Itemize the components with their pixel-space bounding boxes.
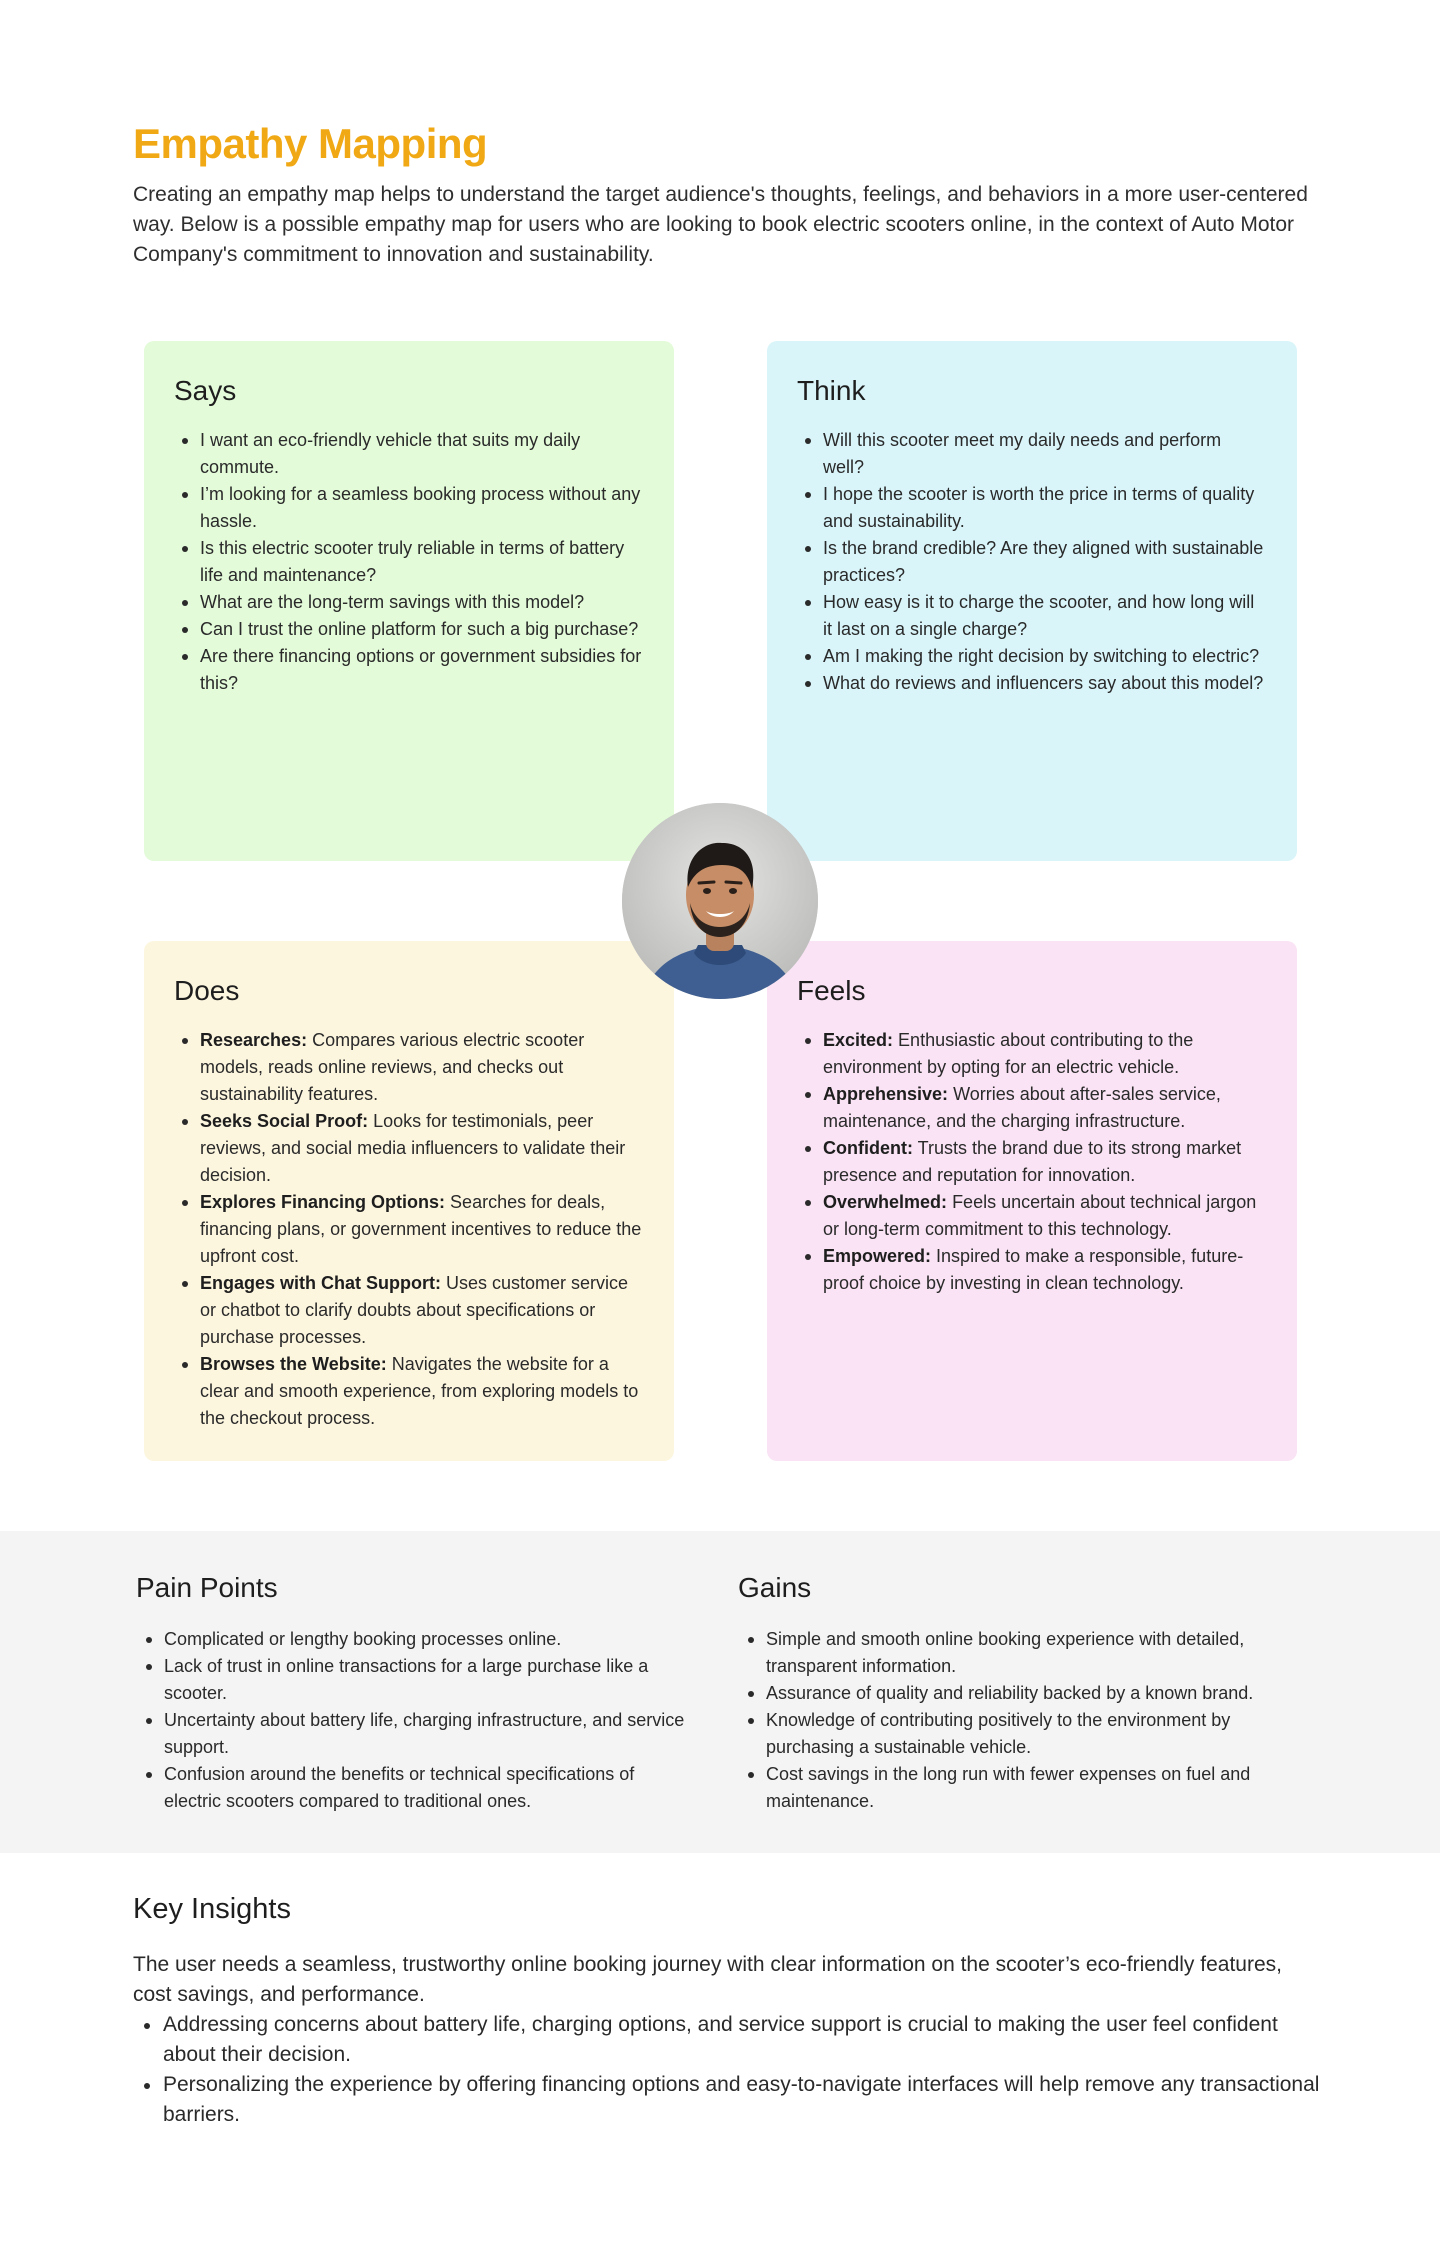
key-insights-section — [133, 1893, 1323, 2130]
does-list — [174, 1027, 644, 1432]
feels-list — [797, 1027, 1267, 1297]
think-list — [797, 427, 1267, 697]
think-quadrant — [767, 341, 1297, 861]
list-item: Are there financing options or government subsidies for this? — [200, 643, 644, 697]
gains-list — [738, 1626, 1298, 1815]
list-item: Uncertainty about battery life, charging infrastructure, and service support. — [164, 1707, 696, 1761]
person-photo-icon — [622, 803, 818, 999]
intro-paragraph: Creating an empathy map helps to understand the target audience's thoughts, feelings, and behaviors in a more user-centered way. Below is a possible empathy map for users who are looking to book electric scooters online, in the context of Auto Motor Company's commitment to innovation and sustainability. — [133, 183, 1308, 266]
list-item: How easy is it to charge the scooter, and how long will it last on a single charge? — [823, 589, 1267, 643]
list-item — [823, 1135, 1267, 1189]
list-item — [823, 1027, 1267, 1081]
item-text: Worries about after-sales service, maintenance, and the charging infrastructure. — [823, 1084, 1221, 1131]
list-item — [823, 1243, 1267, 1297]
gains-title: Gains — [738, 1572, 812, 1603]
page-title: Empathy Mapping — [133, 120, 488, 167]
item-label: Empowered: — [823, 1246, 932, 1266]
user-avatar — [622, 803, 818, 999]
pain-points-column — [136, 1572, 696, 1815]
key-insights-list — [133, 2010, 1323, 2130]
pain-points-title: Pain Points — [136, 1572, 278, 1603]
key-insights-title: Key Insights — [133, 1893, 291, 1925]
item-label: Seeks Social Proof: — [200, 1111, 369, 1131]
list-item: I’m looking for a seamless booking process without any hassle. — [200, 481, 644, 535]
feels-quadrant — [767, 941, 1297, 1461]
list-item — [200, 1108, 644, 1189]
list-item: Assurance of quality and reliability backed by a known brand. — [766, 1680, 1298, 1707]
list-item: I want an eco-friendly vehicle that suits my daily commute. — [200, 427, 644, 481]
pain-gains-band — [0, 1531, 1440, 1853]
item-label: Apprehensive: — [823, 1084, 949, 1104]
pain-points-list — [136, 1626, 696, 1815]
item-text: Searches for deals, financing plans, or government incentives to reduce the upfront cost. — [200, 1192, 642, 1266]
list-item: What do reviews and influencers say about this model? — [823, 670, 1267, 697]
list-item — [823, 1189, 1267, 1243]
item-text: Inspired to make a responsible, future-proof choice by investing in clean technology. — [823, 1246, 1244, 1293]
list-item: I hope the scooter is worth the price in terms of quality and sustainability. — [823, 481, 1267, 535]
item-text: Enthusiastic about contributing to the environment by opting for an electric vehicle. — [823, 1030, 1194, 1077]
list-item: Will this scooter meet my daily needs and perform well? — [823, 427, 1267, 481]
says-quadrant — [144, 341, 674, 861]
list-item: What are the long-term savings with this model? — [200, 589, 644, 616]
list-item: Addressing concerns about battery life, charging options, and service support is crucial to making the user feel confident about their decision. — [163, 2010, 1323, 2070]
list-item: Confusion around the benefits or technical specifications of electric scooters compared to traditional ones. — [164, 1761, 696, 1815]
does-quadrant — [144, 941, 674, 1461]
item-label: Browses the Website: — [200, 1354, 387, 1374]
list-item — [823, 1081, 1267, 1135]
list-item: Complicated or lengthy booking processes online. — [164, 1626, 696, 1653]
item-text: Feels uncertain about technical jargon or long-term commitment to this technology. — [823, 1192, 1257, 1239]
list-item: Is this electric scooter truly reliable in terms of battery life and maintenance? — [200, 535, 644, 589]
item-text: Navigates the website for a clear and smooth experience, from exploring models to the checkout process. — [200, 1354, 639, 1428]
item-label: Confident: — [823, 1138, 913, 1158]
item-text: Trusts the brand due to its strong market presence and reputation for innovation. — [823, 1138, 1242, 1185]
says-list — [174, 427, 644, 697]
key-insights-lead: The user needs a seamless, trustworthy online booking journey with clear information on the scooter’s eco-friendly features, cost savings, and performance. — [133, 1953, 1282, 2006]
item-text: Compares various electric scooter models, reads online reviews, and checks out sustainability features. — [200, 1030, 585, 1104]
think-title: Think — [797, 375, 866, 406]
list-item — [200, 1189, 644, 1270]
list-item: Lack of trust in online transactions for a large purchase like a scooter. — [164, 1653, 696, 1707]
list-item: Personalizing the experience by offering financing options and easy-to-navigate interfaces will help remove any transactional barriers. — [163, 2070, 1323, 2130]
list-item: Is the brand credible? Are they aligned with sustainable practices? — [823, 535, 1267, 589]
list-item: Am I making the right decision by switching to electric? — [823, 643, 1267, 670]
list-item: Can I trust the online platform for such a big purchase? — [200, 616, 644, 643]
list-item — [200, 1270, 644, 1351]
item-label: Researches: — [200, 1030, 308, 1050]
item-label: Excited: — [823, 1030, 894, 1050]
does-title: Does — [174, 975, 240, 1006]
list-item: Simple and smooth online booking experience with detailed, transparent information. — [766, 1626, 1298, 1680]
list-item — [200, 1027, 644, 1108]
says-title: Says — [174, 375, 237, 406]
item-text: Looks for testimonials, peer reviews, and social media influencers to validate their decision. — [200, 1111, 626, 1185]
gains-column — [738, 1572, 1298, 1815]
item-label: Engages with Chat Support: — [200, 1273, 441, 1293]
item-label: Overwhelmed: — [823, 1192, 948, 1212]
feels-title: Feels — [797, 975, 866, 1006]
item-label: Explores Financing Options: — [200, 1192, 446, 1212]
list-item: Cost savings in the long run with fewer expenses on fuel and maintenance. — [766, 1761, 1298, 1815]
list-item — [200, 1351, 644, 1432]
list-item: Knowledge of contributing positively to the environment by purchasing a sustainable vehicle. — [766, 1707, 1298, 1761]
item-text: Uses customer service or chatbot to clarify doubts about specifications or purchase processes. — [200, 1273, 629, 1347]
